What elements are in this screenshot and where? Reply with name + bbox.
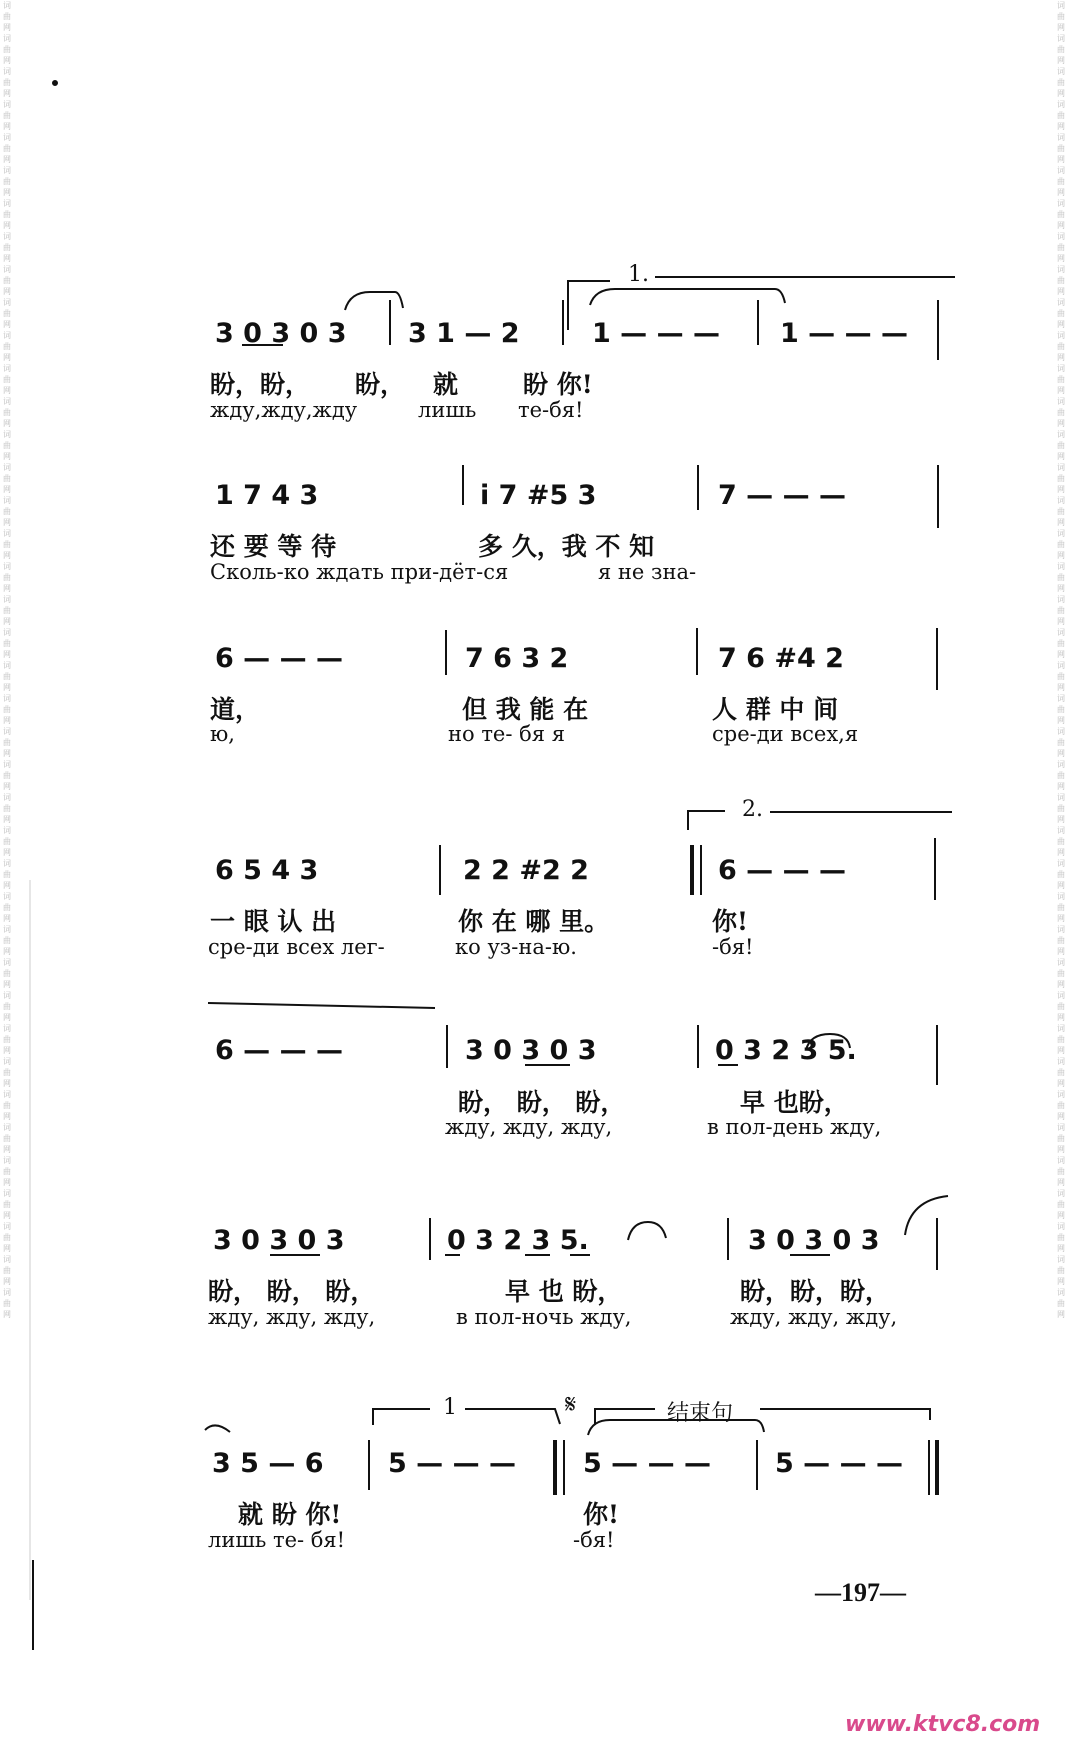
row2-measure3: 7 — — — bbox=[718, 480, 846, 511]
row1-measure4: 1 — — — bbox=[780, 318, 908, 349]
row2-lyric-ru-1: Сколь-ко ждать при-дёт-ся bbox=[210, 560, 509, 584]
row7-lyric-ru-2: -бя! bbox=[573, 1528, 615, 1552]
right-edge-watermark: 词曲网词曲网词曲网词曲网词曲网词曲网词曲网词曲网词曲网词曲网词曲网词曲网词曲网词曲网词曲网词曲网词曲网词曲网词曲网词曲网词曲网词曲网词曲网词曲网词曲网词曲网词曲网词曲网词曲网词曲网词曲网词曲网词曲网词曲网词曲网词曲网词曲网词曲网词曲网词曲网 bbox=[1057, 1, 1065, 1319]
row1-lyric-zh-3: 就 bbox=[433, 370, 459, 399]
row4-lyric-ru-3: -бя! bbox=[712, 935, 754, 959]
row3-lyric-ru-1: ю, bbox=[210, 722, 235, 746]
row3-measure3: 7 6 #4 2 bbox=[718, 643, 844, 674]
row1-measure3: 1 — — — bbox=[592, 318, 720, 349]
row6-measure2: 0 3 2 3 5. bbox=[447, 1225, 589, 1256]
row5-measure1: 6 — — — bbox=[215, 1035, 343, 1066]
row2-lyric-zh-2: 多 久，我 不 知 bbox=[478, 532, 655, 561]
row7-measure4: 5 — — — bbox=[775, 1448, 903, 1479]
row2-measure1: 1 7 4 3 bbox=[215, 480, 319, 511]
row1-measure1: 3 0 3 0 3 bbox=[215, 318, 347, 349]
row5-measure3: 0 3 2 3 5. bbox=[715, 1035, 857, 1066]
row4-measure3: 6 — — — bbox=[718, 855, 846, 886]
row1-lyric-zh-2: 盼， bbox=[355, 370, 406, 399]
row3-measure1: 6 — — — bbox=[215, 643, 343, 674]
left-edge-watermark: 词曲网词曲网词曲网词曲网词曲网词曲网词曲网词曲网词曲网词曲网词曲网词曲网词曲网词曲网词曲网词曲网词曲网词曲网词曲网词曲网词曲网词曲网词曲网词曲网词曲网词曲网词曲网词曲网词曲网词曲网词曲网词曲网词曲网词曲网词曲网词曲网词曲网词曲网词曲网词曲网 bbox=[3, 1, 11, 1319]
row1-lyric-zh-4: 盼 你! bbox=[523, 370, 593, 399]
row4-lyric-zh-2: 你 在 哪 里。 bbox=[458, 907, 610, 936]
row5-lyric-zh-1: 盼， 盼， 盼， bbox=[458, 1088, 626, 1117]
row7-lyric-zh-1: 就 盼 你! bbox=[238, 1500, 342, 1529]
row3-measure2: 7 6 3 2 bbox=[465, 643, 569, 674]
row7-measure1: 3 5 — 6 bbox=[212, 1448, 324, 1479]
row6-lyric-ru-1: жду, жду, жду, bbox=[208, 1305, 376, 1329]
row2-measure2: i 7 #5 3 bbox=[480, 480, 597, 511]
row4-lyric-ru-1: сре-ди всех лег- bbox=[208, 935, 385, 959]
row7-measure3: 5 — — — bbox=[583, 1448, 711, 1479]
row3-lyric-ru-3: сре-ди всех,я bbox=[712, 722, 859, 746]
segno-icon: 𝄋 bbox=[565, 1390, 577, 1420]
row1-lyric-ru-2: лишь bbox=[418, 398, 477, 422]
row3-lyric-ru-2: но те- бя я bbox=[448, 722, 565, 746]
row4-lyric-zh-1: 一 眼 认 出 bbox=[210, 907, 337, 936]
row7-lyric-ru-1: лишь те- бя! bbox=[208, 1528, 346, 1552]
row4-lyric-zh-3: 你! bbox=[712, 907, 748, 936]
volta-row7-label: 1 bbox=[443, 1395, 457, 1420]
row3-lyric-zh-3: 人 群 中 间 bbox=[712, 695, 839, 724]
row7-measure2: 5 — — — bbox=[388, 1448, 516, 1479]
row5-lyric-ru-1: жду, жду, жду, bbox=[445, 1115, 613, 1139]
volta-2-label: 2. bbox=[742, 797, 763, 822]
row1-measure2: 3 1 — 2 bbox=[408, 318, 520, 349]
page-number: —197— bbox=[815, 1578, 906, 1607]
row7-lyric-zh-2: 你! bbox=[583, 1500, 619, 1529]
row6-lyric-zh-3: 盼，盼，盼， bbox=[740, 1277, 891, 1306]
row6-measure3: 3 0 3 0 3 bbox=[748, 1225, 880, 1256]
row4-measure2: 2 2 #2 2 bbox=[463, 855, 589, 886]
row1-lyric-ru-3: те-бя! bbox=[518, 398, 584, 422]
ending-label: 结束句 bbox=[667, 1401, 734, 1426]
site-watermark: www.ktvc8.com bbox=[845, 1712, 1041, 1737]
row5-lyric-ru-2: в пол-день жду, bbox=[707, 1115, 882, 1139]
row1-lyric-ru-1: жду,жду,жду bbox=[210, 398, 358, 422]
row6-lyric-ru-3: жду, жду, жду, bbox=[730, 1305, 898, 1329]
row4-measure1: 6 5 4 3 bbox=[215, 855, 319, 886]
row2-lyric-zh-1: 还 要 等 待 bbox=[210, 532, 337, 561]
row1-lyric-zh-1: 盼，盼， bbox=[210, 370, 311, 399]
row5-measure2: 3 0 3 0 3 bbox=[465, 1035, 597, 1066]
volta-1-label: 1. bbox=[628, 262, 649, 287]
row6-measure1: 3 0 3 0 3 bbox=[213, 1225, 345, 1256]
row6-lyric-zh-2: 早 也 盼， bbox=[505, 1277, 623, 1306]
row3-lyric-zh-1: 道， bbox=[210, 695, 261, 724]
row6-lyric-ru-2: в пол-ночь жду, bbox=[456, 1305, 632, 1329]
row3-lyric-zh-2: 但 我 能 在 bbox=[462, 695, 589, 724]
row4-lyric-ru-2: ко уз-на-ю. bbox=[455, 935, 577, 959]
row2-lyric-ru-2: я не зна- bbox=[598, 560, 697, 584]
row6-lyric-zh-1: 盼， 盼， 盼， bbox=[208, 1277, 376, 1306]
row5-lyric-zh-2: 早 也盼， bbox=[740, 1088, 849, 1117]
